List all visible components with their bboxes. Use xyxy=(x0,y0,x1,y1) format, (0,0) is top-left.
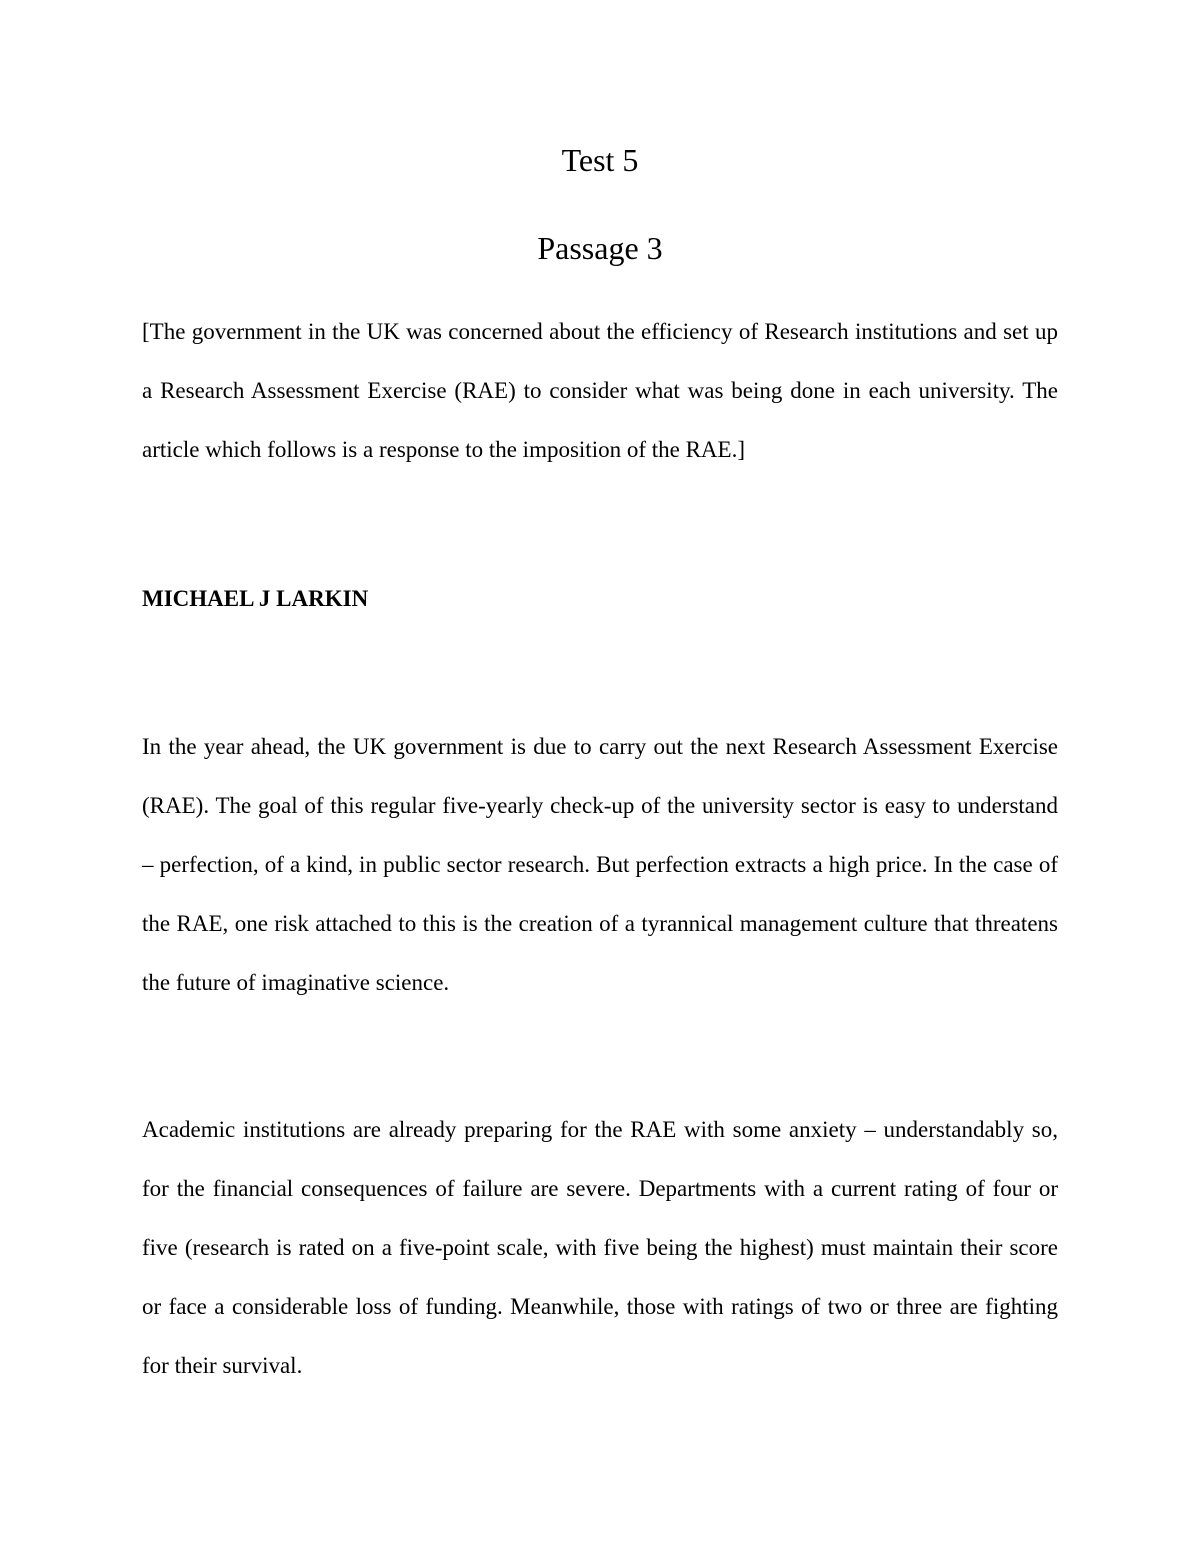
intro-paragraph: [The government in the UK was concerned about the efficiency of Research institutions and set up a Research Assessment Exercise (RAE) to consider what was being done in each university. The article which follows is a response to the imposition of the RAE.] xyxy=(142,319,1058,462)
test-title: Test 5 xyxy=(561,142,639,178)
body-paragraph-2: Academic institutions are already preparing for the RAE with some anxiety – understandably so, for the financial consequences of failure are severe. Departments with a current rating of four or five (research is rated on a five-point scale, with five being the highest) must maintain their score or face a considerable loss of funding. Meanwhile, those with ratings of two or three are fighting for their survival. xyxy=(142,1117,1058,1378)
passage-title: Passage 3 xyxy=(537,230,663,266)
body-paragraph-1: In the year ahead, the UK government is due to carry out the next Research Assessment Exercise (RAE). The goal of this regular five-yearly check-up of the university sector is easy to understand – perfection, of a kind, in public sector research. But perfection extracts a high price. In the case of the RAE, one risk attached to this is the creation of a tyrannical management culture that threatens the future of imaginative science. xyxy=(142,734,1058,995)
author-name: MICHAEL J LARKIN xyxy=(142,586,369,611)
